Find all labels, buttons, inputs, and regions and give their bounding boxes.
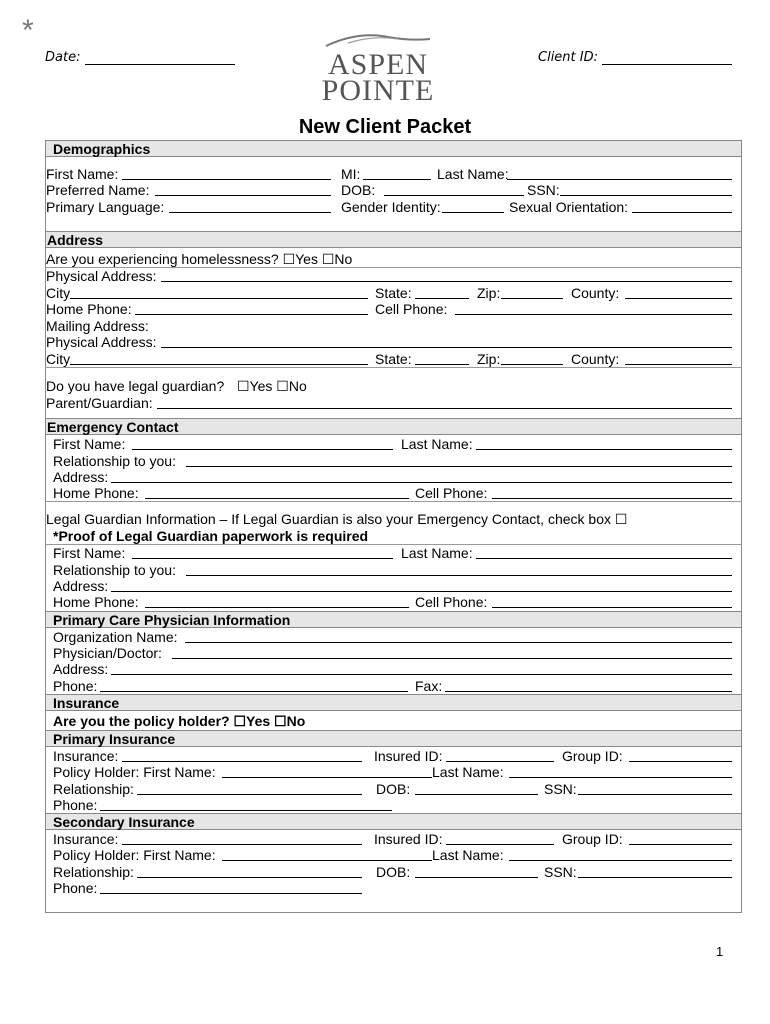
lg-home-phone-field[interactable]	[145, 607, 409, 608]
city-label: City	[46, 351, 71, 367]
pi-insurance-field[interactable]	[122, 761, 362, 762]
lg-cell-phone-field[interactable]	[492, 607, 732, 608]
policy-holder-question[interactable]: Are you the policy holder? ☐Yes ☐No	[53, 713, 306, 729]
state-field[interactable]	[415, 298, 469, 299]
si-relationship-label: Relationship:	[53, 864, 134, 880]
legal-guardian-proof-note: *Proof of Legal Guardian paperwork is required	[53, 528, 369, 544]
row-lg-address	[45, 578, 742, 594]
si-policy-holder-first-field[interactable]	[222, 860, 432, 861]
row-lg-proof	[45, 528, 742, 544]
row-name	[45, 166, 742, 182]
last-name-label: Last Name:	[437, 166, 509, 182]
pcp-organization-label: Organization Name:	[53, 629, 178, 645]
legal-guardian-question: Do you have legal guardian?	[46, 378, 225, 394]
lg-address-label: Address:	[53, 578, 109, 594]
page-number: 1	[716, 944, 724, 959]
row-si-phone	[45, 880, 742, 896]
gender-identity-label: Gender Identity:	[341, 199, 441, 215]
pi-phone-field[interactable]	[100, 810, 392, 811]
ec-address-field[interactable]	[111, 482, 732, 483]
mi-label: MI:	[341, 166, 361, 182]
physical-address-field[interactable]	[161, 281, 732, 282]
si-dob-label: DOB:	[376, 864, 411, 880]
row-ec-address	[45, 469, 742, 485]
mountain-swoosh-icon	[318, 33, 438, 47]
ec-first-name-field[interactable]	[132, 449, 393, 450]
pcp-phone-field[interactable]	[100, 691, 408, 692]
date-line[interactable]	[85, 52, 235, 65]
row-language	[45, 199, 742, 215]
row-mailing	[45, 318, 742, 334]
client-id-label: Client ID:	[538, 50, 598, 65]
si-dob-field[interactable]	[415, 877, 538, 878]
section-primary-care-physician: Primary Care Physician Information	[45, 611, 742, 628]
row-lg-name	[45, 545, 742, 561]
zip-field[interactable]	[501, 298, 563, 299]
home-phone-label: Home Phone:	[46, 301, 132, 317]
row-lg-phones	[45, 594, 742, 610]
si-insured-id-label: Insured ID:	[374, 831, 443, 847]
home-phone-field[interactable]	[135, 314, 368, 315]
lg-last-name-label: Last Name:	[401, 545, 473, 561]
row-pi-insurance	[45, 748, 742, 764]
page-title: New Client Packet	[298, 116, 472, 138]
row-parent-guardian	[45, 395, 742, 411]
legal-guardian-options[interactable]: ☐Yes ☐No	[237, 378, 307, 394]
row-preferred	[45, 182, 742, 198]
pi-relationship-field[interactable]	[137, 794, 362, 795]
divider	[45, 501, 742, 502]
pcp-organization-field[interactable]	[185, 642, 732, 643]
row-pi-policy-holder	[45, 764, 742, 780]
row-lg-relationship	[45, 562, 742, 578]
dob-field[interactable]	[384, 195, 524, 196]
zip-label: Zip:	[477, 285, 501, 301]
city-field[interactable]	[70, 298, 368, 299]
county-label: County:	[571, 285, 620, 301]
ssn-label: SSN:	[527, 182, 560, 198]
ec-home-phone-field[interactable]	[145, 498, 409, 499]
aspen-pointe-logo	[318, 33, 438, 107]
pcp-fax-field[interactable]	[445, 691, 732, 692]
ec-first-name-label: First Name:	[53, 436, 126, 452]
si-policy-holder-last-field[interactable]	[509, 860, 732, 861]
row-pcp-org	[45, 629, 742, 645]
state-label: State:	[375, 285, 412, 301]
pi-dob-field[interactable]	[415, 794, 538, 795]
dob-label: DOB:	[341, 182, 376, 198]
si-phone-label: Phone:	[53, 880, 98, 896]
pcp-physician-field[interactable]	[172, 658, 732, 659]
ec-last-name-field[interactable]	[476, 449, 732, 450]
homelessness-question[interactable]: Are you experiencing homelessness? ☐Yes ☐No	[46, 251, 353, 267]
si-group-id-label: Group ID:	[562, 831, 623, 847]
first-name-field[interactable]	[122, 179, 331, 180]
ec-relationship-label: Relationship to you:	[53, 453, 176, 469]
row-pi-relationship	[45, 781, 742, 797]
cell-phone-field[interactable]	[455, 314, 732, 315]
row-physical-address-1	[45, 268, 742, 284]
zip-label: Zip:	[477, 351, 501, 367]
row-city-2	[45, 351, 742, 367]
physical-address-label: Physical Address:	[46, 268, 157, 284]
mailing-zip-field[interactable]	[501, 364, 563, 365]
county-field[interactable]	[625, 298, 732, 299]
pi-dob-label: DOB:	[376, 781, 411, 797]
mailing-county-field[interactable]	[625, 364, 732, 365]
row-physical-address-2	[45, 334, 742, 350]
pi-policy-holder-first-field[interactable]	[222, 777, 432, 778]
section-demographics: Demographics	[45, 140, 742, 157]
mailing-state-field[interactable]	[415, 364, 469, 365]
si-policy-holder-last-label: Last Name:	[432, 847, 504, 863]
preferred-name-field[interactable]	[155, 195, 331, 196]
pi-ssn-label: SSN:	[544, 781, 577, 797]
pi-insurance-label: Insurance:	[53, 748, 119, 764]
pi-group-id-field[interactable]	[629, 761, 732, 762]
logo-line-1: ASPEN	[327, 48, 429, 81]
ec-home-phone-label: Home Phone:	[53, 485, 139, 501]
sexual-orientation-label: Sexual Orientation:	[509, 199, 629, 215]
row-si-insurance	[45, 831, 742, 847]
row-ec-phones	[45, 485, 742, 501]
gender-identity-field[interactable]	[442, 212, 504, 213]
si-group-id-field[interactable]	[629, 844, 732, 845]
ec-address-label: Address:	[53, 469, 109, 485]
row-policy-holder-q	[45, 713, 742, 729]
row-homeless	[45, 251, 742, 267]
pi-policy-holder-last-field[interactable]	[509, 777, 732, 778]
date-label: Date:	[45, 50, 81, 65]
section-address: Address	[45, 231, 742, 248]
pi-policy-holder-first-label: Policy Holder: First Name:	[53, 764, 216, 780]
si-insurance-label: Insurance:	[53, 831, 119, 847]
ec-cell-phone-label: Cell Phone:	[415, 485, 488, 501]
lg-first-name-field[interactable]	[132, 558, 393, 559]
section-emergency-contact: Emergency Contact	[45, 418, 742, 435]
row-phones	[45, 301, 742, 317]
row-ec-name	[45, 436, 742, 452]
asterisk-mark: *	[22, 14, 34, 47]
parent-guardian-label: Parent/Guardian:	[46, 395, 153, 411]
si-policy-holder-first-label: Policy Holder: First Name:	[53, 847, 216, 863]
pi-policy-holder-last-label: Last Name:	[432, 764, 504, 780]
si-ssn-label: SSN:	[544, 864, 577, 880]
row-city-1	[45, 285, 742, 301]
sexual-orientation-field[interactable]	[632, 212, 732, 213]
pcp-phone-label: Phone:	[53, 678, 98, 694]
ssn-field[interactable]	[560, 195, 732, 196]
section-insurance: Insurance	[45, 694, 742, 711]
state-label: State:	[375, 351, 412, 367]
pcp-physician-label: Physician/Doctor:	[53, 645, 162, 661]
row-ec-relationship	[45, 453, 742, 469]
lg-first-name-label: First Name:	[53, 545, 126, 561]
last-name-field[interactable]	[507, 179, 732, 180]
logo-line-2: POINTE	[321, 74, 435, 107]
cell-phone-label: Cell Phone:	[375, 301, 448, 317]
ec-cell-phone-field[interactable]	[492, 498, 732, 499]
si-phone-field[interactable]	[100, 893, 362, 894]
section-primary-insurance: Primary Insurance	[45, 730, 742, 747]
row-si-policy-holder	[45, 847, 742, 863]
ec-relationship-field[interactable]	[186, 466, 732, 467]
divider	[45, 367, 742, 368]
pi-phone-label: Phone:	[53, 797, 98, 813]
lg-home-phone-label: Home Phone:	[53, 594, 139, 610]
pi-ssn-field[interactable]	[578, 794, 732, 795]
parent-guardian-field[interactable]	[157, 408, 732, 409]
row-lg-info	[45, 511, 742, 527]
si-insurance-field[interactable]	[122, 844, 362, 845]
client-id-line[interactable]	[602, 52, 732, 65]
preferred-name-label: Preferred Name:	[46, 182, 150, 198]
lg-cell-phone-label: Cell Phone:	[415, 594, 488, 610]
section-secondary-insurance: Secondary Insurance	[45, 813, 742, 830]
row-pcp-address	[45, 661, 742, 677]
pcp-address-field[interactable]	[111, 674, 732, 675]
pi-relationship-label: Relationship:	[53, 781, 134, 797]
pi-insured-id-label: Insured ID:	[374, 748, 443, 764]
mailing-city-field[interactable]	[70, 364, 368, 365]
date-field	[45, 50, 235, 65]
lg-last-name-field[interactable]	[476, 558, 732, 559]
si-relationship-field[interactable]	[137, 877, 362, 878]
row-si-relationship	[45, 864, 742, 880]
pi-group-id-label: Group ID:	[562, 748, 623, 764]
lg-relationship-field[interactable]	[186, 575, 732, 576]
row-guardian-q	[45, 378, 742, 394]
row-pcp-phone	[45, 678, 742, 694]
lg-address-field[interactable]	[111, 591, 732, 592]
si-insured-id-field[interactable]	[446, 844, 554, 845]
legal-guardian-info[interactable]: Legal Guardian Information – If Legal Guardian is also your Emergency Contact, check box ☐	[46, 511, 628, 527]
primary-language-field[interactable]	[169, 212, 331, 213]
pcp-fax-label: Fax:	[415, 678, 443, 694]
first-name-label: First Name:	[46, 166, 119, 182]
ec-last-name-label: Last Name:	[401, 436, 473, 452]
si-ssn-field[interactable]	[578, 877, 732, 878]
primary-language-label: Primary Language:	[46, 199, 165, 215]
physical-address-label: Physical Address:	[46, 334, 157, 350]
client-id-field	[538, 50, 732, 65]
row-pi-phone	[45, 797, 742, 813]
lg-relationship-label: Relationship to you:	[53, 562, 176, 578]
mi-field[interactable]	[363, 179, 431, 180]
mailing-address-label: Mailing Address:	[46, 318, 149, 334]
row-pcp-physician	[45, 645, 742, 661]
county-label: County:	[571, 351, 620, 367]
pcp-address-label: Address:	[53, 661, 109, 677]
mailing-physical-address-field[interactable]	[161, 347, 732, 348]
city-label: City	[46, 285, 71, 301]
pi-insured-id-field[interactable]	[446, 761, 554, 762]
